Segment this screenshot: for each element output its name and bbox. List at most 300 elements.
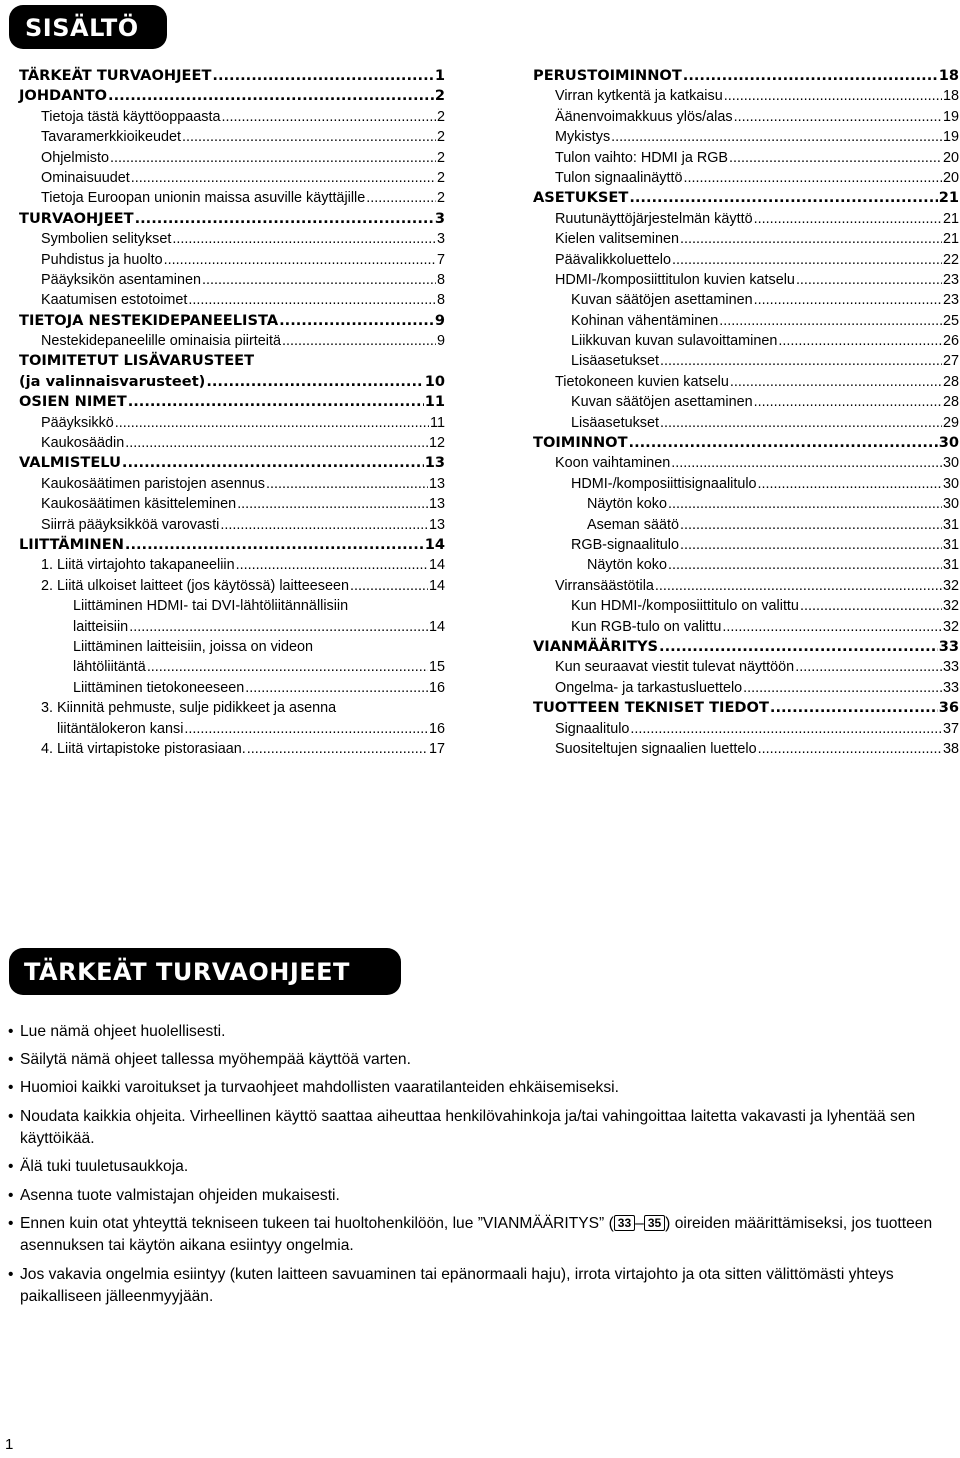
- toc-entry: [19, 250, 445, 270]
- toc-entry-label: TÄRKEÄT TURVAOHJEET: [19, 67, 212, 84]
- toc-entry-label: Kuvan säätöjen asettaminen: [571, 292, 753, 309]
- toc-entry: [19, 270, 445, 290]
- toc-dot-leader: [754, 290, 942, 310]
- toc-dot-leader: [237, 494, 428, 514]
- toc-entry-label: Ominaisuudet: [41, 169, 130, 186]
- toc-entry-label: Tietoja tästä käyttöoppaasta: [41, 108, 221, 125]
- toc-entry: [19, 698, 445, 718]
- toc-entry-label: Lisäasetukset: [571, 414, 659, 431]
- toc-entry: [533, 229, 959, 249]
- toc-entry-label: Koon vaihtaminen: [555, 455, 671, 472]
- toc-section-heading: [19, 351, 445, 371]
- bullet-dot: •: [8, 1265, 14, 1283]
- toc-dot-leader: [668, 494, 942, 514]
- bullet-text: Lue nämä ohjeet huolellisesti.: [20, 1023, 226, 1040]
- toc-dot-leader: [800, 596, 942, 616]
- toc-entry-label: Signaalitulo: [555, 720, 630, 737]
- toc-entry: [533, 372, 959, 392]
- toc-section-heading: [19, 392, 445, 412]
- toc-dot-leader: [754, 392, 942, 412]
- toc-entry-page: 33: [938, 637, 959, 655]
- toc-entry: [19, 617, 445, 637]
- toc-dot-leader: [672, 250, 942, 270]
- toc-entry-label: PERUSTOIMINNOT: [533, 67, 682, 84]
- toc-entry: [19, 719, 445, 739]
- toc-dot-leader: [671, 453, 942, 473]
- bullet-text: Asenna tuote valmistajan ohjeiden mukaisesti.: [20, 1186, 340, 1204]
- toc-dot-leader: [629, 433, 938, 453]
- toc-entry: [533, 657, 959, 677]
- toc-entry: [19, 148, 445, 168]
- toc-section-heading: [19, 535, 445, 555]
- toc-entry-page: 3: [436, 231, 445, 248]
- toc-entry-label: Nestekidepaneelille ominaisia piirteitä: [41, 333, 281, 350]
- toc-dot-leader: [683, 66, 938, 86]
- toc-entry-label: Kielen valitseminen: [555, 231, 679, 248]
- toc-entry-page: 13: [424, 454, 445, 472]
- toc-entry-label: Aseman säätö: [587, 516, 679, 533]
- bullet-text: Ennen kuin otat yhteyttä tekniseen tukeen tai huoltohenkilöön, lue ”VIANMÄÄRITYS” (: [20, 1214, 614, 1232]
- toc-entry-label: Virran kytkentä ja katkaisu: [555, 88, 723, 105]
- toc-entry-label: RGB-signaalitulo: [571, 536, 679, 553]
- toc-dot-leader: [129, 617, 428, 637]
- toc-entry-label: Kaukosäätimen käsitteleminen: [41, 496, 237, 513]
- toc-entry-page: 20: [942, 169, 959, 186]
- toc-dot-leader: [680, 515, 942, 535]
- toc-dot-leader: [279, 311, 434, 331]
- toc-entry: [533, 392, 959, 412]
- toc-entry-page: 31: [942, 516, 959, 533]
- bullet-text: Noudata kaikkia ohjeita. Virheellinen käyttö saattaa aiheuttaa henkilövahinkoja ja/tai vahingoittaa laitetta vakavasti ja lyhentää sen käyttöikää.: [20, 1107, 916, 1148]
- toc-dot-leader: [128, 392, 424, 412]
- toc-entry: [19, 576, 445, 596]
- toc-entry: [533, 250, 959, 270]
- toc-entry-page: 28: [942, 373, 959, 390]
- toc-dot-leader: [743, 678, 942, 698]
- toc-dot-leader: [125, 433, 428, 453]
- toc-entry-page: 33: [942, 679, 959, 696]
- toc-entry-page: 9: [434, 311, 445, 329]
- toc-entry: [533, 596, 959, 616]
- toc-entry-label: Liittäminen HDMI- tai DVI-lähtöliitännällisiin: [73, 598, 349, 615]
- toc-entry-label: 3. Kiinnitä pehmuste, sulje pidikkeet ja asenna: [41, 700, 337, 717]
- toc-dot-leader: [202, 270, 436, 290]
- toc-entry-label: Kaukosäätimen paristojen asennus: [41, 475, 265, 492]
- toc-dot-leader: [724, 86, 942, 106]
- toc-entry-page: 30: [942, 496, 959, 513]
- toc-entry-label: Pääyksikön asentaminen: [41, 271, 201, 288]
- page-reference-separator: –: [635, 1214, 644, 1232]
- toc-entry-label: Siirrä pääyksikköä varovasti: [41, 516, 220, 533]
- toc-entry-label: Kohinan vähentäminen: [571, 312, 719, 329]
- toc-entry-page: 3: [434, 209, 445, 227]
- toc-section-heading: [19, 372, 445, 392]
- toc-entry: [533, 209, 959, 229]
- toc-entry-label: Mykistys: [555, 129, 611, 146]
- toc-dot-leader: [680, 535, 942, 555]
- toc-dot-leader: [220, 515, 428, 535]
- toc-dot-leader: [131, 168, 436, 188]
- safety-title: TÄRKEÄT TURVAOHJEET: [24, 958, 350, 986]
- toc-entry: [533, 351, 959, 371]
- toc-entry-label: Liittäminen tietokoneeseen: [73, 679, 245, 696]
- bullet-text: Säilytä nämä ohjeet tallessa myöhempää käyttöä varten.: [20, 1051, 411, 1069]
- toc-entry-label: 2. Liitä ulkoiset laitteet (jos käytössä) laitteeseen: [41, 577, 349, 594]
- toc-dot-leader: [188, 290, 436, 310]
- toc-entry-page: 19: [942, 108, 959, 125]
- toc-entry-page: 16: [428, 720, 445, 737]
- toc-entry: [19, 433, 445, 453]
- toc-entry: [533, 678, 959, 698]
- toc-entry-page: 30: [938, 434, 959, 452]
- toc-dot-leader: [172, 229, 436, 249]
- bullet-item: [8, 1213, 960, 1258]
- toc-entry-label: TIETOJA NESTEKIDEPANEELISTA: [19, 311, 279, 329]
- toc-entry-label: TUOTTEEN TEKNISET TIEDOT: [533, 699, 769, 717]
- toc-entry: [19, 188, 445, 208]
- toc-entry-page: 2: [436, 169, 445, 186]
- toc-entry-label: Tietokoneen kuvien katselu: [555, 373, 729, 390]
- toc-dot-leader: [122, 453, 424, 473]
- bullet-dot: •: [8, 1023, 14, 1040]
- toc-entry: [533, 127, 959, 147]
- toc-entry-label: Päävalikkoluettelo: [555, 251, 671, 268]
- toc-dot-leader: [730, 372, 942, 392]
- toc-entry-label: Tietoja Euroopan unionin maissa asuville käyttäjille: [41, 190, 366, 207]
- bullet-dot: •: [8, 1079, 14, 1097]
- toc-entry-label: Kuvan säätöjen asettaminen: [571, 394, 753, 411]
- toc-dot-leader: [266, 474, 428, 494]
- toc-entry-label: HDMI-/komposiittitulon kuvien katselu: [555, 271, 795, 288]
- toc-entry-page: 18: [942, 88, 959, 105]
- toc-entry-page: 17: [428, 740, 445, 757]
- toc-entry-label: Tulon signaalinäyttö: [555, 169, 683, 186]
- bullet-item: [8, 1156, 960, 1179]
- toc-entry-page: 21: [942, 210, 959, 227]
- bullet-text: ) oireiden määrittämiseksi, jos tuotteen asennuksen tai käytön aikana esiintyy ongelmia.: [20, 1214, 933, 1255]
- toc-entry: [533, 494, 959, 514]
- toc-entry: [19, 678, 445, 698]
- toc-title: SISÄLTÖ: [25, 14, 139, 42]
- toc-entry-label: Kun RGB-tulo on valittu: [571, 618, 722, 635]
- toc-entry: [533, 739, 959, 759]
- toc-entry-page: 32: [942, 598, 959, 615]
- toc-dot-leader: [722, 617, 942, 637]
- toc-dot-leader: [734, 107, 942, 127]
- toc-entry: [533, 311, 959, 331]
- toc-entry-page: 8: [436, 271, 445, 288]
- toc-entry: [533, 719, 959, 739]
- toc-entry-label: Tulon vaihto: HDMI ja RGB: [555, 149, 729, 166]
- toc-entry-page: 9: [436, 333, 445, 350]
- toc-dot-leader: [135, 209, 434, 229]
- toc-entry-page: 25: [942, 312, 959, 329]
- toc-dot-leader: [236, 555, 428, 575]
- bullet-dot: •: [8, 1107, 14, 1125]
- toc-section-heading: [19, 66, 445, 86]
- toc-dot-leader: [668, 555, 942, 575]
- toc-entry-page: 7: [436, 251, 445, 268]
- toc-entry-page: 2: [436, 129, 445, 146]
- toc-entry: [19, 474, 445, 494]
- toc-entry-page: 19: [942, 129, 959, 146]
- toc-entry: [19, 229, 445, 249]
- toc-dot-leader: [184, 719, 428, 739]
- toc-entry: [19, 739, 445, 759]
- toc-entry-page: 26: [942, 333, 959, 350]
- toc-entry-page: 22: [942, 251, 959, 268]
- bullet-dot: •: [8, 1158, 14, 1176]
- toc-entry-label: Kun HDMI-/komposiittitulo on valittu: [571, 598, 799, 615]
- page-reference-icon: 33: [614, 1215, 635, 1231]
- toc-entry: [19, 637, 445, 657]
- toc-dot-leader: [247, 739, 428, 759]
- toc-section-heading: [533, 66, 959, 86]
- toc-dot-leader: [245, 678, 428, 698]
- toc-entry-label: Virransäästötila: [555, 577, 654, 594]
- bullet-dot: •: [8, 1186, 14, 1204]
- toc-entry-label: Liittäminen laitteisiin, joissa on videon: [73, 638, 313, 655]
- toc-entry-label: Kun seuraavat viestit tulevat näyttöön: [555, 659, 795, 676]
- toc-dot-leader: [758, 474, 942, 494]
- toc-dot-leader: [221, 107, 436, 127]
- toc-dot-leader: [758, 739, 942, 759]
- toc-entry-label: VALMISTELU: [19, 454, 121, 472]
- toc-entry-page: 13: [428, 496, 445, 513]
- toc-entry-page: 37: [942, 720, 959, 737]
- toc-dot-leader: [629, 188, 937, 208]
- toc-entry-page: 16: [428, 679, 445, 696]
- toc-dot-leader: [108, 86, 434, 106]
- page-number: 1: [5, 1436, 14, 1453]
- toc-section-heading: [19, 209, 445, 229]
- toc-entry: [533, 331, 959, 351]
- toc-entry-page: 11: [430, 414, 445, 431]
- toc-entry: [19, 127, 445, 147]
- toc-entry-page: 30: [942, 475, 959, 492]
- toc-entry: [533, 535, 959, 555]
- toc-entry-page: 2: [436, 149, 445, 166]
- toc-entry-page: 21: [938, 189, 959, 207]
- toc-entry-label: Liikkuvan kuvan sulavoittaminen: [571, 333, 778, 350]
- toc-entry-page: 14: [428, 557, 445, 574]
- toc-section-heading: [19, 453, 445, 473]
- toc-entry-page: 1: [434, 67, 445, 84]
- toc-entry-label: 4. Liitä virtapistoke pistorasiaan.: [41, 740, 246, 757]
- toc-entry-page: 31: [942, 557, 959, 574]
- toc-dot-leader: [110, 148, 436, 168]
- toc-entry-label: Äänenvoimakkuus ylös/alas: [555, 108, 733, 125]
- toc-entry-page: 2: [436, 190, 445, 207]
- toc-entry-label: lähtöliitäntä: [73, 659, 146, 676]
- toc-entry-page: 14: [424, 535, 445, 553]
- toc-entry-label: Näytön koko: [587, 557, 667, 574]
- toc-dot-leader: [630, 719, 942, 739]
- toc-entry-label: Pääyksikkö: [41, 414, 114, 431]
- page-reference-icon: 35: [644, 1215, 665, 1231]
- toc-dot-leader: [770, 698, 938, 718]
- toc-entry-label: Kaatumisen estotoimet: [41, 292, 188, 309]
- toc-dot-leader: [350, 576, 428, 596]
- toc-entry-label: Symbolien selitykset: [41, 231, 172, 248]
- bullet-text: Älä tuki tuuletusaukkoja.: [20, 1158, 189, 1176]
- toc-dot-leader: [212, 66, 433, 86]
- toc-entry-page: 10: [424, 372, 445, 390]
- bullet-item: [8, 1185, 960, 1208]
- toc-dot-leader: [796, 270, 942, 290]
- toc-entry-page: 23: [942, 271, 959, 288]
- toc-dot-leader: [164, 250, 436, 270]
- bullet-dot: •: [8, 1214, 14, 1232]
- toc-entry-label: liitäntälokeron kansi: [57, 720, 184, 737]
- toc-dot-leader: [729, 148, 942, 168]
- toc-entry: [19, 596, 445, 616]
- toc-dot-leader: [660, 413, 942, 433]
- toc-title-box: [9, 5, 167, 49]
- toc-entry: [533, 290, 959, 310]
- toc-entry-label: LIITTÄMINEN: [19, 535, 124, 553]
- toc-entry: [533, 107, 959, 127]
- toc-entry-label: TOIMINNOT: [533, 434, 628, 452]
- bullet-text: Huomioi kaikki varoitukset ja turvaohjeet mahdollisten vaaratilanteiden ehkäisemiseksi.: [20, 1079, 619, 1097]
- toc-entry-label: HDMI-/komposiittisignaalitulo: [571, 475, 757, 492]
- toc-dot-leader: [182, 127, 436, 147]
- toc-entry-label: laitteisiin: [73, 618, 129, 635]
- toc-entry: [19, 515, 445, 535]
- toc-entry-label: JOHDANTO: [19, 87, 108, 105]
- toc-entry-label: Näytön koko: [587, 496, 667, 513]
- toc-entry-page: 27: [942, 353, 959, 370]
- toc-entry-label: VIANMÄÄRITYS: [533, 637, 659, 655]
- bullet-text: Jos vakavia ongelmia esiintyy (kuten laitteen savuaminen tai epänormaali haju), irrota virtajohto ja ota sitten välittömästi yhteys paikalliseen jälleenmyyjään.: [20, 1265, 894, 1306]
- toc-entry-page: 11: [424, 393, 445, 411]
- toc-section-heading: [533, 637, 959, 657]
- toc-entry: [533, 168, 959, 188]
- toc-entry-page: 12: [428, 435, 445, 452]
- toc-entry: [19, 290, 445, 310]
- toc-section-heading: [19, 86, 445, 106]
- toc-entry-label: Puhdistus ja huolto: [41, 251, 163, 268]
- toc-dot-leader: [366, 188, 436, 208]
- toc-dot-leader: [655, 576, 942, 596]
- toc-entry-label: 1. Liitä virtajohto takapaneeliin: [41, 557, 235, 574]
- toc-dot-leader: [659, 637, 938, 657]
- toc-entry-page: 21: [942, 231, 959, 248]
- toc-dot-leader: [206, 372, 423, 392]
- toc-entry: [533, 576, 959, 596]
- toc-dot-leader: [754, 209, 942, 229]
- toc-entry-label: TURVAOHJEET: [19, 209, 134, 227]
- toc-entry-label: Suositeltujen signaalien luettelo: [555, 740, 757, 757]
- toc-entry-page: 31: [942, 536, 959, 553]
- toc-entry: [533, 148, 959, 168]
- toc-entry-page: 32: [942, 577, 959, 594]
- toc-entry-label: (ja valinnaisvarusteet): [19, 372, 206, 390]
- toc-entry-page: 30: [942, 455, 959, 472]
- toc-entry-page: 33: [942, 659, 959, 676]
- toc-section-heading: [533, 698, 959, 718]
- toc-entry: [19, 494, 445, 514]
- toc-section-heading: [533, 188, 959, 208]
- toc-entry-page: 13: [428, 475, 445, 492]
- toc-entry-page: 14: [428, 577, 445, 594]
- bullet-item: [8, 1021, 960, 1044]
- toc-entry: [533, 474, 959, 494]
- toc-entry-page: 38: [942, 740, 959, 757]
- toc-entry-page: 20: [942, 149, 959, 166]
- toc-entry: [19, 413, 445, 433]
- toc-left-column: [19, 66, 445, 759]
- toc-entry-label: Tavaramerkkioikeudet: [41, 129, 181, 146]
- toc-entry-page: 18: [938, 67, 959, 84]
- safety-bullet-list: [8, 1021, 960, 1314]
- toc-entry: [19, 331, 445, 351]
- toc-entry: [19, 107, 445, 127]
- toc-entry-page: 13: [428, 516, 445, 533]
- toc-entry-label: TOIMITETUT LISÄVARUSTEET: [19, 352, 255, 370]
- toc-entry: [533, 515, 959, 535]
- toc-entry: [533, 555, 959, 575]
- toc-entry: [19, 657, 445, 677]
- toc-entry-label: ASETUKSET: [533, 189, 629, 207]
- toc-dot-leader: [147, 657, 428, 677]
- bullet-item: [8, 1049, 960, 1072]
- toc-section-heading: [19, 311, 445, 331]
- toc-dot-leader: [115, 413, 429, 433]
- toc-entry-label: Ongelma- ja tarkastusluettelo: [555, 679, 743, 696]
- toc-entry-page: 32: [942, 618, 959, 635]
- toc-dot-leader: [660, 351, 942, 371]
- toc-entry-page: 23: [942, 292, 959, 309]
- toc-entry-page: 2: [436, 108, 445, 125]
- toc-entry: [19, 168, 445, 188]
- toc-entry-page: 36: [938, 699, 959, 717]
- toc-dot-leader: [778, 331, 942, 351]
- toc-entry-page: 28: [942, 394, 959, 411]
- toc-entry: [533, 617, 959, 637]
- toc-right-column: [533, 66, 959, 759]
- toc-entry: [19, 555, 445, 575]
- toc-entry: [533, 413, 959, 433]
- bullet-item: [8, 1077, 960, 1100]
- toc-entry-page: 14: [428, 618, 445, 635]
- toc-dot-leader: [125, 535, 424, 555]
- toc-dot-leader: [683, 168, 942, 188]
- safety-title-box: [9, 948, 401, 995]
- toc-entry-label: Ruutunäyttöjärjestelmän käyttö: [555, 210, 753, 227]
- toc-entry-page: 2: [434, 87, 445, 105]
- toc-dot-leader: [282, 331, 436, 351]
- bullet-dot: •: [8, 1051, 14, 1069]
- toc-entry-page: 8: [436, 292, 445, 309]
- toc-entry-label: Lisäasetukset: [571, 353, 659, 370]
- toc-section-heading: [533, 433, 959, 453]
- bullet-item: [8, 1106, 960, 1151]
- toc-entry-page: 29: [942, 414, 959, 431]
- toc-entry: [533, 86, 959, 106]
- bullet-item: [8, 1264, 960, 1309]
- toc-entry-label: Kaukosäädin: [41, 435, 125, 452]
- toc-entry-label: Ohjelmisto: [41, 149, 109, 166]
- toc-dot-leader: [680, 229, 942, 249]
- toc-entry-page: 15: [428, 659, 445, 676]
- toc-dot-leader: [795, 657, 942, 677]
- toc-entry-label: OSIEN NIMET: [19, 393, 127, 411]
- toc-dot-leader: [611, 127, 942, 147]
- toc-dot-leader: [719, 311, 942, 331]
- toc-entry: [533, 270, 959, 290]
- toc-entry: [533, 453, 959, 473]
